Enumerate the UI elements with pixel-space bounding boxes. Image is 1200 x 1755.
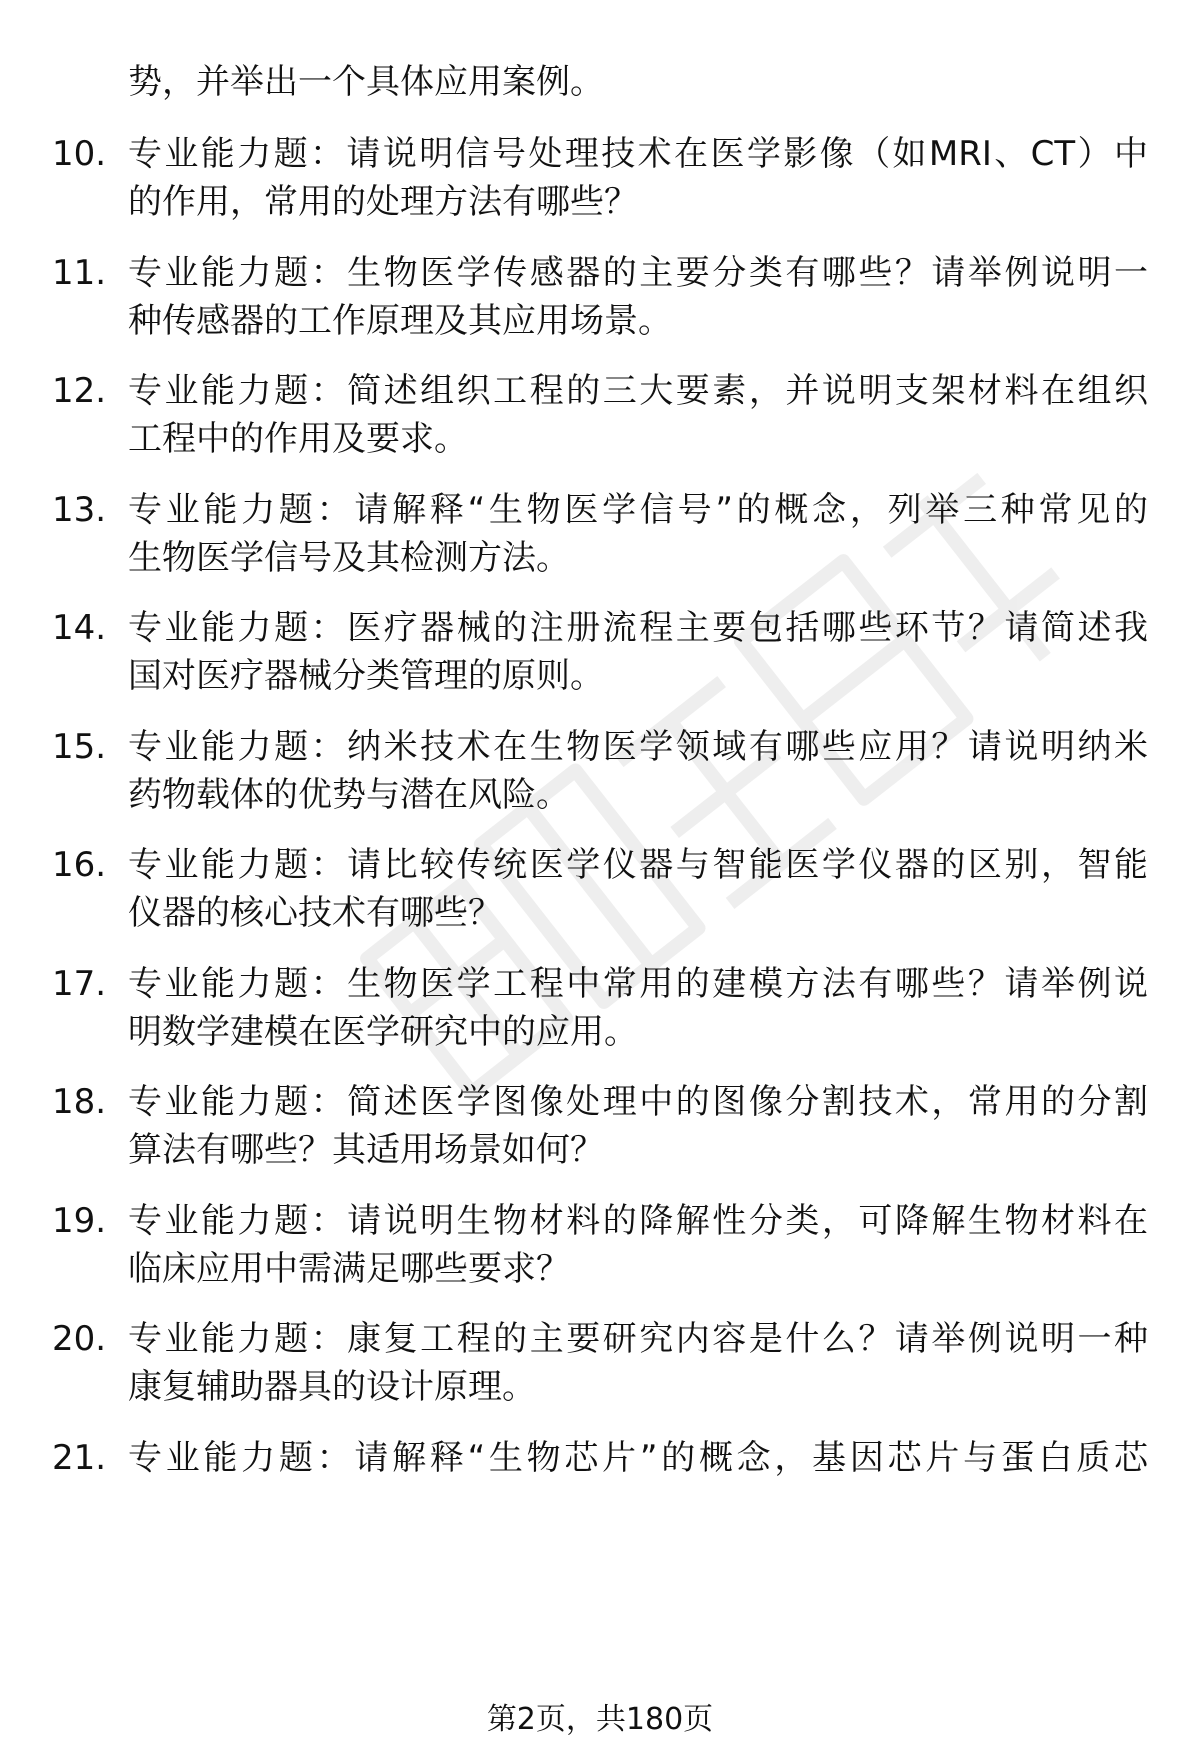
question-number: 10.: [52, 134, 107, 174]
question-text-line1: 专业能力题：康复工程的主要研究内容是什么？请举例说明一种: [128, 1319, 1148, 1359]
question-text-line1: 专业能力题：纳米技术在生物医学领域有哪些应用？请说明纳米: [128, 727, 1148, 767]
question-text-line2: 算法有哪些？其适用场景如何？: [128, 1130, 604, 1170]
question-item: [0, 841, 1200, 941]
question-text-line1: 专业能力题：简述组织工程的三大要素，并说明支架材料在组织: [128, 371, 1148, 411]
question-item: [0, 604, 1200, 704]
question-item: [0, 723, 1200, 823]
question-text-line2: 康复辅助器具的设计原理。: [128, 1367, 536, 1407]
question-item: [0, 1434, 1200, 1534]
question-item: [0, 249, 1200, 349]
question-item: [0, 960, 1200, 1060]
question-item: [0, 1078, 1200, 1178]
question-text-line1: 专业能力题：请解释“生物医学信号”的概念，列举三种常见的: [128, 490, 1148, 530]
question-text-line2: 工程中的作用及要求。: [128, 419, 468, 459]
question-number: 11.: [52, 253, 107, 293]
question-number: 19.: [52, 1201, 107, 1241]
question-text-line1: 专业能力题：请说明信号处理技术在医学影像（如MRI、CT）中: [128, 134, 1148, 174]
question-text-line1: 专业能力题：请比较传统医学仪器与智能医学仪器的区别，智能: [128, 845, 1148, 885]
continuation-text: 势，并举出一个具体应用案例。: [128, 62, 604, 102]
question-text-line2: 种传感器的工作原理及其应用场景。: [128, 301, 672, 341]
question-text-line1: 专业能力题：请说明生物材料的降解性分类，可降解生物材料在: [128, 1201, 1148, 1241]
question-item: [0, 1197, 1200, 1297]
question-item: [0, 1315, 1200, 1415]
question-number: 14.: [52, 608, 107, 648]
question-text-line1: 专业能力题：简述医学图像处理中的图像分割技术，常用的分割: [128, 1082, 1148, 1122]
question-text-line2: 仪器的核心技术有哪些？: [128, 893, 502, 933]
question-number: 18.: [52, 1082, 107, 1122]
question-text-line1: 专业能力题：生物医学工程中常用的建模方法有哪些？请举例说: [128, 964, 1148, 1004]
question-text-line2: 的作用，常用的处理方法有哪些？: [128, 182, 638, 222]
question-text-line1: 专业能力题：请解释“生物芯片”的概念，基因芯片与蛋白质芯: [128, 1438, 1148, 1478]
question-item: [0, 367, 1200, 467]
question-text-line2: 临床应用中需满足哪些要求？: [128, 1249, 570, 1289]
question-number: 17.: [52, 964, 107, 1004]
page-footer: 第2页，共180页: [486, 1702, 714, 1737]
question-number: 15.: [52, 727, 107, 767]
question-number: 20.: [52, 1319, 107, 1359]
question-text-line2: 明数学建模在医学研究中的应用。: [128, 1012, 638, 1052]
question-text-line2: 生物医学信号及其检测方法。: [128, 538, 570, 578]
question-number: 12.: [52, 371, 107, 411]
question-text-line2: 药物载体的优势与潜在风险。: [128, 775, 570, 815]
question-number: 16.: [52, 845, 107, 885]
question-item: [0, 130, 1200, 230]
question-item: [0, 486, 1200, 586]
question-text-line1: 专业能力题：生物医学传感器的主要分类有哪些？请举例说明一: [128, 253, 1148, 293]
question-number: 13.: [52, 490, 107, 530]
question-text-line2: 国对医疗器械分类管理的原则。: [128, 656, 604, 696]
question-text-line1: 专业能力题：医疗器械的注册流程主要包括哪些环节？请简述我: [128, 608, 1148, 648]
question-number: 21.: [52, 1438, 107, 1478]
